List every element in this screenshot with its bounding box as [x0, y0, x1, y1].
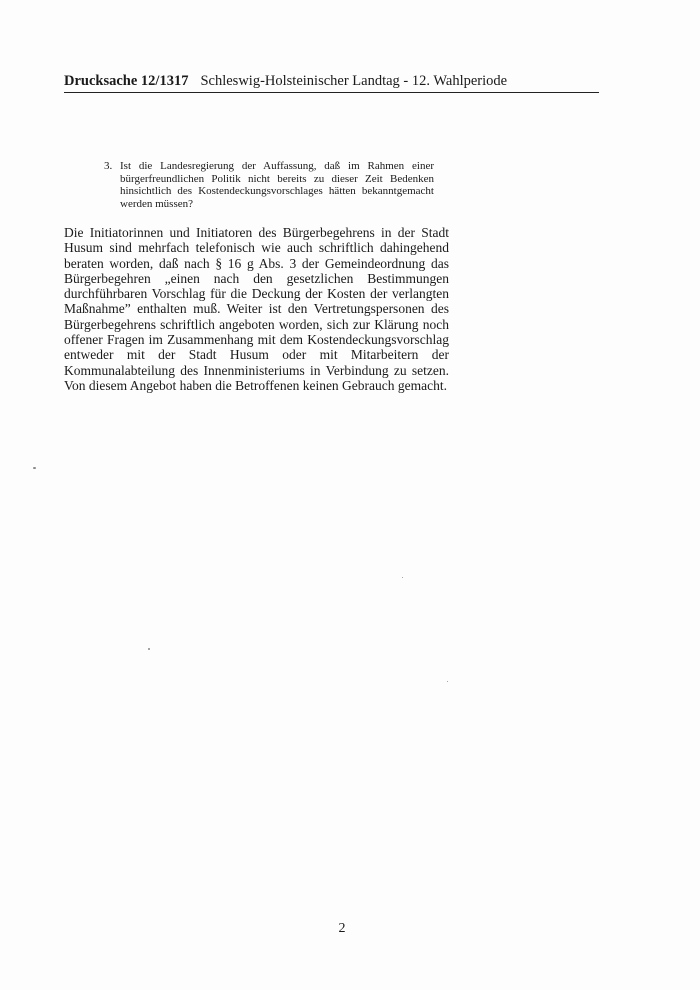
question-text: Ist die Landesregierung der Auffassung, daß im Rahmen einer bürgerfreundlichen Politik nicht bereits zu dieser Zeit Bedenken hinsichtlich des Kostendeckungsvorschlages hätten bekanntgemacht werden müssen?: [120, 160, 434, 210]
scan-speck: [148, 648, 150, 650]
page-header: [64, 72, 599, 93]
answer-paragraph: Die Initiatorinnen und Initiatoren des Bürgerbegehrens in der Stadt Husum sind mehrfach telefonisch wie auch schriftlich dahingehend beraten worden, daß nach § 16 g Abs. 3 der Gemeindeordnung das Bürgerbegehren „einen nach den gesetzlichen Bestimmungen durchführbaren Vorschlag für die Deckung der Kosten der verlangten Maßnahme” enthalten muß. Weiter ist den Vertretungspersonen des Bürgerbegehrens schriftlich angeboten worden, sich zur Klärung noch offener Fragen im Zusammenhang mit dem Kostendeckungsvorschlag entweder mit der Stadt Husum oder mit Mitarbeitern der Kommunalabteilung des Innenministeriums in Verbindung zu setzen. Von diesem Angebot haben die Betroffenen keinen Gebrauch gemacht.: [64, 225, 449, 393]
page-number: 2: [338, 921, 346, 936]
question-number: 3.: [104, 160, 113, 172]
scan-speck: [33, 467, 36, 469]
answer-block: [64, 225, 449, 393]
scan-speck: [402, 577, 403, 578]
question-item: [104, 160, 434, 210]
header-title: Schleswig-Holsteinischer Landtag - 12. Wahlperiode: [200, 73, 508, 89]
document-number: Drucksache 12/1317: [64, 73, 189, 89]
scan-speck: [447, 681, 448, 682]
